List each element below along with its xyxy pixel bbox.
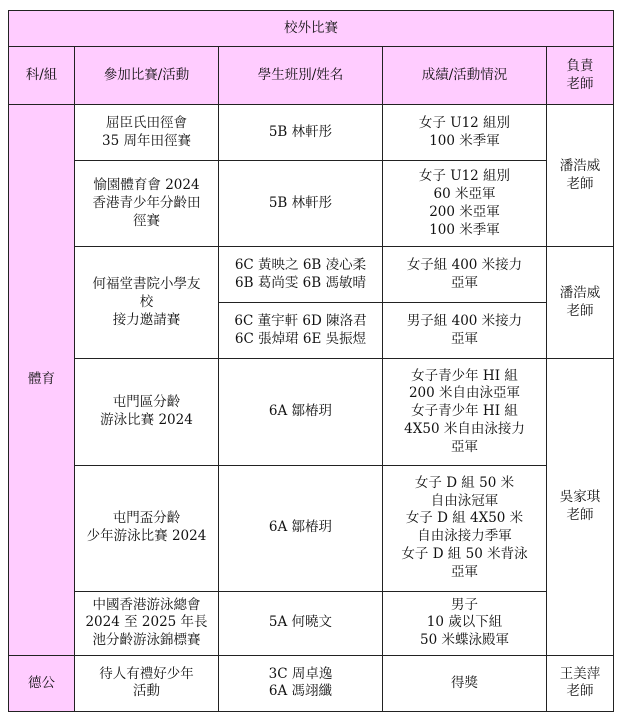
- table-row: [9, 655, 614, 711]
- result-cell: 女子 U12 組別 60 米亞軍 200 米亞軍 100 米季軍: [383, 161, 547, 247]
- result-cell: 男子組 400 米接力 亞軍: [383, 303, 547, 359]
- header-subject: 科/組: [9, 47, 75, 105]
- event-cell: 屯門區分齡 游泳比賽 2024: [75, 359, 219, 465]
- event-cell: 屯門盃分齡 少年游泳比賽 2024: [75, 465, 219, 591]
- table-row: [9, 465, 614, 591]
- subject-cell: 體育: [9, 105, 75, 656]
- header-teacher: 負責 老師: [547, 47, 614, 105]
- result-cell: 女子 U12 組別 100 米季軍: [383, 105, 547, 161]
- result-cell: 男子 10 歲以下組 50 米蝶泳殿軍: [383, 591, 547, 655]
- students-cell: 6C 黃映之 6B 凌心柔 6B 葛尚雯 6B 馮敏晴: [219, 247, 383, 303]
- students-cell: 6A 鄒椿玥: [219, 359, 383, 465]
- event-cell: 何福堂書院小學友 校 接力邀請賽: [75, 247, 219, 359]
- students-cell: 3C 周卓逸 6A 馮翊纖: [219, 655, 383, 711]
- table-header-row: [9, 47, 614, 105]
- students-cell: 5B 林軒彤: [219, 105, 383, 161]
- awards-table: [8, 10, 614, 712]
- subject-cell: 德公: [9, 655, 75, 711]
- table-row: [9, 161, 614, 247]
- header-result: 成績/活動情況: [383, 47, 547, 105]
- table-row: [9, 105, 614, 161]
- result-cell: 女子 D 組 50 米 自由泳冠軍 女子 D 組 4X50 米 自由泳接力季軍 女子 D 組 50 米背泳 亞軍: [383, 465, 547, 591]
- teacher-cell: 吳家琪 老師: [547, 359, 614, 655]
- result-cell: 女子組 400 米接力 亞軍: [383, 247, 547, 303]
- teacher-cell: 潘浩威 老師: [547, 247, 614, 359]
- table-row: [9, 591, 614, 655]
- event-cell: 中國香港游泳總會 2024 至 2025 年長 池分齡游泳錦標賽: [75, 591, 219, 655]
- event-cell: 待人有禮好少年 活動: [75, 655, 219, 711]
- table-row: [9, 359, 614, 465]
- header-students: 學生班別/姓名: [219, 47, 383, 105]
- students-cell: 5B 林軒彤: [219, 161, 383, 247]
- table-title: 校外比賽: [9, 11, 614, 47]
- result-cell: 得獎: [383, 655, 547, 711]
- table-title-row: [9, 11, 614, 47]
- table-row: [9, 247, 614, 303]
- header-event: 參加比賽/活動: [75, 47, 219, 105]
- event-cell: 屈臣氏田徑會 35 周年田徑賽: [75, 105, 219, 161]
- result-cell: 女子青少年 HI 組 200 米自由泳亞軍 女子青少年 HI 組 4X50 米自由泳接力 亞軍: [383, 359, 547, 465]
- event-cell: 愉園體育會 2024 香港青少年分齡田 徑賽: [75, 161, 219, 247]
- students-cell: 5A 何曉文: [219, 591, 383, 655]
- students-cell: 6C 董宇軒 6D 陳洛君 6C 張焯珺 6E 吳振煜: [219, 303, 383, 359]
- students-cell: 6A 鄒椿玥: [219, 465, 383, 591]
- teacher-cell: 王美萍 老師: [547, 655, 614, 711]
- teacher-cell: 潘浩威 老師: [547, 105, 614, 247]
